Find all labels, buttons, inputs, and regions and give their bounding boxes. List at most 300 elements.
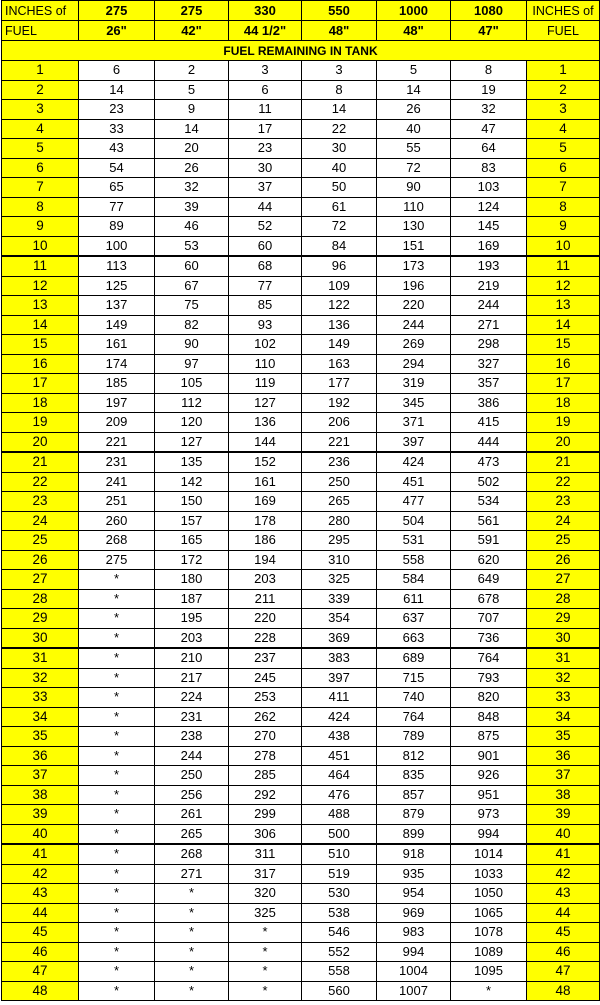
fuel-value-cell: 236: [302, 452, 377, 472]
fuel-value-cell: 40: [377, 119, 451, 139]
fuel-value-cell: 84: [302, 236, 377, 256]
fuel-value-cell: 444: [451, 432, 527, 452]
fuel-value-cell: 3: [302, 61, 377, 81]
fuel-value-cell: 192: [302, 393, 377, 413]
fuel-value-cell: 206: [302, 413, 377, 433]
fuel-value-cell: 994: [451, 824, 527, 844]
fuel-value-cell: *: [229, 942, 302, 962]
fuel-value-cell: 820: [451, 688, 527, 708]
fuel-value-cell: 237: [229, 648, 302, 668]
fuel-value-cell: 320: [229, 884, 302, 904]
right-fuel-header: FUEL: [527, 21, 600, 41]
fuel-value-cell: 926: [451, 766, 527, 786]
fuel-value-cell: 857: [377, 785, 451, 805]
right-inches-header: INCHES of: [527, 1, 600, 21]
inches-cell-right: 28: [527, 589, 600, 609]
fuel-value-cell: 120: [155, 413, 229, 433]
header-row-size: [2, 21, 600, 41]
fuel-value-cell: 102: [229, 335, 302, 355]
fuel-value-cell: 231: [155, 707, 229, 727]
fuel-value-cell: 325: [229, 903, 302, 923]
fuel-value-cell: 1033: [451, 864, 527, 884]
fuel-value-cell: 253: [229, 688, 302, 708]
fuel-value-cell: *: [79, 570, 155, 590]
fuel-value-cell: 54: [79, 158, 155, 178]
fuel-value-cell: 558: [302, 962, 377, 982]
fuel-value-cell: 53: [155, 236, 229, 256]
table-row: [2, 452, 600, 472]
fuel-value-cell: 96: [302, 256, 377, 276]
fuel-value-cell: 30: [302, 139, 377, 159]
table-row: [2, 100, 600, 120]
fuel-value-cell: 502: [451, 472, 527, 492]
fuel-value-cell: 954: [377, 884, 451, 904]
fuel-value-cell: 23: [79, 100, 155, 120]
fuel-value-cell: *: [79, 962, 155, 982]
tank-capacity-header: 275: [79, 1, 155, 21]
inches-cell-left: 34: [2, 707, 79, 727]
table-row: [2, 296, 600, 316]
fuel-value-cell: 298: [451, 335, 527, 355]
inches-cell-left: 37: [2, 766, 79, 786]
fuel-value-cell: 280: [302, 511, 377, 531]
fuel-value-cell: 611: [377, 589, 451, 609]
fuel-value-cell: 67: [155, 276, 229, 296]
inches-cell-right: 45: [527, 923, 600, 943]
inches-cell-left: 28: [2, 589, 79, 609]
table-row: [2, 570, 600, 590]
fuel-value-cell: 278: [229, 746, 302, 766]
fuel-value-cell: *: [79, 785, 155, 805]
fuel-value-cell: 40: [302, 158, 377, 178]
fuel-value-cell: 169: [451, 236, 527, 256]
fuel-value-cell: 345: [377, 393, 451, 413]
fuel-value-cell: 357: [451, 374, 527, 394]
fuel-value-cell: 130: [377, 217, 451, 237]
inches-cell-right: 4: [527, 119, 600, 139]
table-row: [2, 844, 600, 864]
table-row: [2, 256, 600, 276]
fuel-value-cell: 122: [302, 296, 377, 316]
inches-cell-right: 29: [527, 609, 600, 629]
fuel-value-cell: *: [79, 628, 155, 648]
fuel-value-cell: 149: [302, 335, 377, 355]
fuel-value-cell: 90: [155, 335, 229, 355]
table-row: [2, 766, 600, 786]
table-row: [2, 785, 600, 805]
inches-cell-right: 40: [527, 824, 600, 844]
fuel-value-cell: 8: [302, 80, 377, 100]
fuel-value-cell: 534: [451, 492, 527, 512]
fuel-value-cell: 371: [377, 413, 451, 433]
fuel-value-cell: *: [229, 923, 302, 943]
fuel-value-cell: 488: [302, 805, 377, 825]
fuel-value-cell: *: [451, 981, 527, 1001]
fuel-value-cell: 951: [451, 785, 527, 805]
fuel-value-cell: 265: [155, 824, 229, 844]
inches-cell-left: 12: [2, 276, 79, 296]
table-row: [2, 864, 600, 884]
table-row: [2, 119, 600, 139]
inches-cell-left: 20: [2, 432, 79, 452]
table-row: [2, 393, 600, 413]
fuel-value-cell: 231: [79, 452, 155, 472]
fuel-value-cell: 325: [302, 570, 377, 590]
fuel-value-cell: *: [229, 981, 302, 1001]
fuel-value-cell: *: [79, 942, 155, 962]
fuel-value-cell: *: [155, 981, 229, 1001]
fuel-value-cell: 217: [155, 668, 229, 688]
fuel-value-cell: 464: [302, 766, 377, 786]
inches-cell-left: 40: [2, 824, 79, 844]
fuel-value-cell: 44: [229, 197, 302, 217]
fuel-value-cell: 292: [229, 785, 302, 805]
fuel-value-cell: 736: [451, 628, 527, 648]
inches-cell-right: 14: [527, 315, 600, 335]
fuel-value-cell: 165: [155, 531, 229, 551]
inches-cell-right: 42: [527, 864, 600, 884]
fuel-value-cell: 109: [302, 276, 377, 296]
table-row: [2, 628, 600, 648]
fuel-value-cell: 23: [229, 139, 302, 159]
inches-cell-right: 6: [527, 158, 600, 178]
tank-size-header: 47": [451, 21, 527, 41]
fuel-value-cell: 85: [229, 296, 302, 316]
tank-capacity-header: 550: [302, 1, 377, 21]
table-row: [2, 668, 600, 688]
fuel-value-cell: 93: [229, 315, 302, 335]
fuel-value-cell: 61: [302, 197, 377, 217]
tank-size-header: 48": [377, 21, 451, 41]
fuel-value-cell: 144: [229, 432, 302, 452]
table-row: [2, 727, 600, 747]
fuel-value-cell: 899: [377, 824, 451, 844]
fuel-value-cell: 262: [229, 707, 302, 727]
inches-cell-right: 25: [527, 531, 600, 551]
inches-cell-right: 36: [527, 746, 600, 766]
fuel-value-cell: 500: [302, 824, 377, 844]
fuel-value-cell: 17: [229, 119, 302, 139]
fuel-value-cell: 14: [79, 80, 155, 100]
table-row: [2, 962, 600, 982]
table-row: [2, 354, 600, 374]
fuel-tank-chart: [1, 0, 600, 1001]
fuel-value-cell: 848: [451, 707, 527, 727]
fuel-value-cell: 245: [229, 668, 302, 688]
inches-cell-right: 30: [527, 628, 600, 648]
inches-cell-right: 17: [527, 374, 600, 394]
fuel-value-cell: *: [155, 942, 229, 962]
fuel-value-cell: *: [79, 648, 155, 668]
table-row: [2, 707, 600, 727]
inches-cell-left: 24: [2, 511, 79, 531]
fuel-value-cell: 196: [377, 276, 451, 296]
fuel-value-cell: 9: [155, 100, 229, 120]
inches-cell-left: 47: [2, 962, 79, 982]
inches-cell-right: 43: [527, 884, 600, 904]
table-row: [2, 236, 600, 256]
inches-cell-left: 43: [2, 884, 79, 904]
table-row: [2, 158, 600, 178]
fuel-value-cell: 177: [302, 374, 377, 394]
fuel-value-cell: 135: [155, 452, 229, 472]
inches-cell-left: 41: [2, 844, 79, 864]
inches-cell-left: 42: [2, 864, 79, 884]
fuel-value-cell: 764: [377, 707, 451, 727]
inches-cell-right: 20: [527, 432, 600, 452]
inches-cell-right: 7: [527, 178, 600, 198]
table-row: [2, 688, 600, 708]
tank-capacity-header: 275: [155, 1, 229, 21]
fuel-value-cell: 32: [155, 178, 229, 198]
fuel-value-cell: *: [229, 962, 302, 982]
fuel-value-cell: 265: [302, 492, 377, 512]
fuel-value-cell: 37: [229, 178, 302, 198]
fuel-value-cell: 193: [451, 256, 527, 276]
fuel-value-cell: 150: [155, 492, 229, 512]
fuel-value-cell: 519: [302, 864, 377, 884]
fuel-value-cell: 72: [302, 217, 377, 237]
fuel-value-cell: 244: [155, 746, 229, 766]
inches-cell-left: 32: [2, 668, 79, 688]
fuel-value-cell: 64: [451, 139, 527, 159]
fuel-value-cell: 546: [302, 923, 377, 943]
inches-cell-left: 1: [2, 61, 79, 81]
fuel-value-cell: 6: [229, 80, 302, 100]
fuel-value-cell: 186: [229, 531, 302, 551]
fuel-value-cell: 136: [302, 315, 377, 335]
inches-cell-left: 46: [2, 942, 79, 962]
fuel-value-cell: 1007: [377, 981, 451, 1001]
fuel-value-cell: 994: [377, 942, 451, 962]
fuel-value-cell: *: [79, 707, 155, 727]
fuel-value-cell: 142: [155, 472, 229, 492]
table-row: [2, 217, 600, 237]
fuel-value-cell: *: [155, 962, 229, 982]
table-row: [2, 335, 600, 355]
fuel-value-cell: 531: [377, 531, 451, 551]
inches-cell-right: 47: [527, 962, 600, 982]
inches-cell-right: 44: [527, 903, 600, 923]
fuel-value-cell: 219: [451, 276, 527, 296]
fuel-value-cell: 119: [229, 374, 302, 394]
table-row: [2, 80, 600, 100]
fuel-value-cell: 530: [302, 884, 377, 904]
fuel-value-cell: 317: [229, 864, 302, 884]
tank-capacity-header: 330: [229, 1, 302, 21]
inches-cell-left: 9: [2, 217, 79, 237]
fuel-value-cell: 241: [79, 472, 155, 492]
inches-cell-right: 34: [527, 707, 600, 727]
inches-cell-left: 29: [2, 609, 79, 629]
fuel-value-cell: 8: [451, 61, 527, 81]
fuel-value-cell: 620: [451, 550, 527, 570]
table-row: [2, 315, 600, 335]
fuel-value-cell: 14: [302, 100, 377, 120]
inches-cell-left: 3: [2, 100, 79, 120]
fuel-value-cell: 715: [377, 668, 451, 688]
fuel-value-cell: 244: [451, 296, 527, 316]
fuel-value-cell: 285: [229, 766, 302, 786]
fuel-value-cell: 299: [229, 805, 302, 825]
table-row: [2, 805, 600, 825]
fuel-value-cell: *: [79, 903, 155, 923]
inches-cell-right: 23: [527, 492, 600, 512]
fuel-value-cell: 100: [79, 236, 155, 256]
inches-cell-right: 33: [527, 688, 600, 708]
inches-cell-left: 6: [2, 158, 79, 178]
fuel-value-cell: 397: [377, 432, 451, 452]
table-row: [2, 746, 600, 766]
fuel-value-cell: 194: [229, 550, 302, 570]
fuel-value-cell: 411: [302, 688, 377, 708]
inches-cell-left: 21: [2, 452, 79, 472]
inches-cell-left: 23: [2, 492, 79, 512]
table-row: [2, 197, 600, 217]
fuel-value-cell: 90: [377, 178, 451, 198]
inches-cell-right: 12: [527, 276, 600, 296]
fuel-value-cell: 103: [451, 178, 527, 198]
table-row: [2, 942, 600, 962]
fuel-value-cell: 295: [302, 531, 377, 551]
fuel-value-cell: 386: [451, 393, 527, 413]
fuel-value-cell: *: [79, 668, 155, 688]
fuel-value-cell: 354: [302, 609, 377, 629]
inches-cell-right: 32: [527, 668, 600, 688]
table-row: [2, 472, 600, 492]
fuel-value-cell: 127: [229, 393, 302, 413]
fuel-value-cell: *: [79, 864, 155, 884]
fuel-value-cell: 39: [155, 197, 229, 217]
fuel-value-cell: 52: [229, 217, 302, 237]
fuel-value-cell: 383: [302, 648, 377, 668]
fuel-value-cell: 6: [79, 61, 155, 81]
fuel-value-cell: 195: [155, 609, 229, 629]
table-row: [2, 550, 600, 570]
fuel-value-cell: 112: [155, 393, 229, 413]
table-row: [2, 276, 600, 296]
left-inches-header: INCHES of: [2, 1, 79, 21]
fuel-value-cell: 879: [377, 805, 451, 825]
fuel-value-cell: 812: [377, 746, 451, 766]
inches-cell-right: 10: [527, 236, 600, 256]
fuel-value-cell: 105: [155, 374, 229, 394]
fuel-value-cell: 969: [377, 903, 451, 923]
table-row: [2, 531, 600, 551]
inches-cell-right: 46: [527, 942, 600, 962]
fuel-value-cell: 250: [302, 472, 377, 492]
inches-cell-left: 8: [2, 197, 79, 217]
fuel-value-cell: 935: [377, 864, 451, 884]
fuel-value-cell: 319: [377, 374, 451, 394]
inches-cell-left: 36: [2, 746, 79, 766]
inches-cell-left: 38: [2, 785, 79, 805]
fuel-value-cell: 32: [451, 100, 527, 120]
fuel-value-cell: 65: [79, 178, 155, 198]
fuel-value-cell: 125: [79, 276, 155, 296]
fuel-value-cell: 560: [302, 981, 377, 1001]
fuel-value-cell: 1095: [451, 962, 527, 982]
fuel-value-cell: 14: [377, 80, 451, 100]
inches-cell-left: 26: [2, 550, 79, 570]
fuel-value-cell: 369: [302, 628, 377, 648]
fuel-value-cell: 161: [79, 335, 155, 355]
tank-capacity-header: 1080: [451, 1, 527, 21]
fuel-value-cell: *: [79, 746, 155, 766]
inches-cell-left: 15: [2, 335, 79, 355]
fuel-value-cell: 561: [451, 511, 527, 531]
inches-cell-right: 11: [527, 256, 600, 276]
fuel-value-cell: 1078: [451, 923, 527, 943]
inches-cell-left: 30: [2, 628, 79, 648]
fuel-value-cell: *: [155, 884, 229, 904]
fuel-value-cell: *: [79, 766, 155, 786]
fuel-value-cell: 294: [377, 354, 451, 374]
fuel-value-cell: 983: [377, 923, 451, 943]
table-row: [2, 884, 600, 904]
table-row: [2, 413, 600, 433]
fuel-value-cell: 238: [155, 727, 229, 747]
fuel-value-cell: 72: [377, 158, 451, 178]
table-row: [2, 923, 600, 943]
fuel-value-cell: 973: [451, 805, 527, 825]
fuel-value-cell: 11: [229, 100, 302, 120]
inches-cell-left: 19: [2, 413, 79, 433]
fuel-value-cell: 875: [451, 727, 527, 747]
fuel-value-cell: 901: [451, 746, 527, 766]
fuel-value-cell: 60: [229, 236, 302, 256]
fuel-value-cell: 424: [302, 707, 377, 727]
fuel-value-cell: 157: [155, 511, 229, 531]
fuel-value-cell: 124: [451, 197, 527, 217]
inches-cell-left: 22: [2, 472, 79, 492]
fuel-value-cell: 113: [79, 256, 155, 276]
inches-cell-right: 37: [527, 766, 600, 786]
fuel-value-cell: *: [79, 884, 155, 904]
fuel-value-cell: 835: [377, 766, 451, 786]
inches-cell-left: 17: [2, 374, 79, 394]
fuel-value-cell: 145: [451, 217, 527, 237]
fuel-value-cell: 210: [155, 648, 229, 668]
inches-cell-right: 48: [527, 981, 600, 1001]
tank-size-header: 42": [155, 21, 229, 41]
table-row: [2, 511, 600, 531]
fuel-value-cell: 152: [229, 452, 302, 472]
fuel-value-cell: 221: [79, 432, 155, 452]
inches-cell-left: 35: [2, 727, 79, 747]
fuel-value-cell: 60: [155, 256, 229, 276]
inches-cell-right: 3: [527, 100, 600, 120]
fuel-value-cell: 43: [79, 139, 155, 159]
fuel-value-cell: 591: [451, 531, 527, 551]
inches-cell-right: 21: [527, 452, 600, 472]
fuel-value-cell: 136: [229, 413, 302, 433]
fuel-value-cell: 789: [377, 727, 451, 747]
fuel-value-cell: *: [79, 805, 155, 825]
fuel-value-cell: 209: [79, 413, 155, 433]
fuel-value-cell: 1004: [377, 962, 451, 982]
fuel-value-cell: 68: [229, 256, 302, 276]
fuel-value-cell: 174: [79, 354, 155, 374]
fuel-value-cell: 275: [79, 550, 155, 570]
fuel-value-cell: 47: [451, 119, 527, 139]
fuel-value-cell: 89: [79, 217, 155, 237]
inches-cell-right: 16: [527, 354, 600, 374]
inches-cell-right: 9: [527, 217, 600, 237]
fuel-value-cell: 77: [79, 197, 155, 217]
fuel-value-cell: 26: [155, 158, 229, 178]
fuel-value-cell: 2: [155, 61, 229, 81]
